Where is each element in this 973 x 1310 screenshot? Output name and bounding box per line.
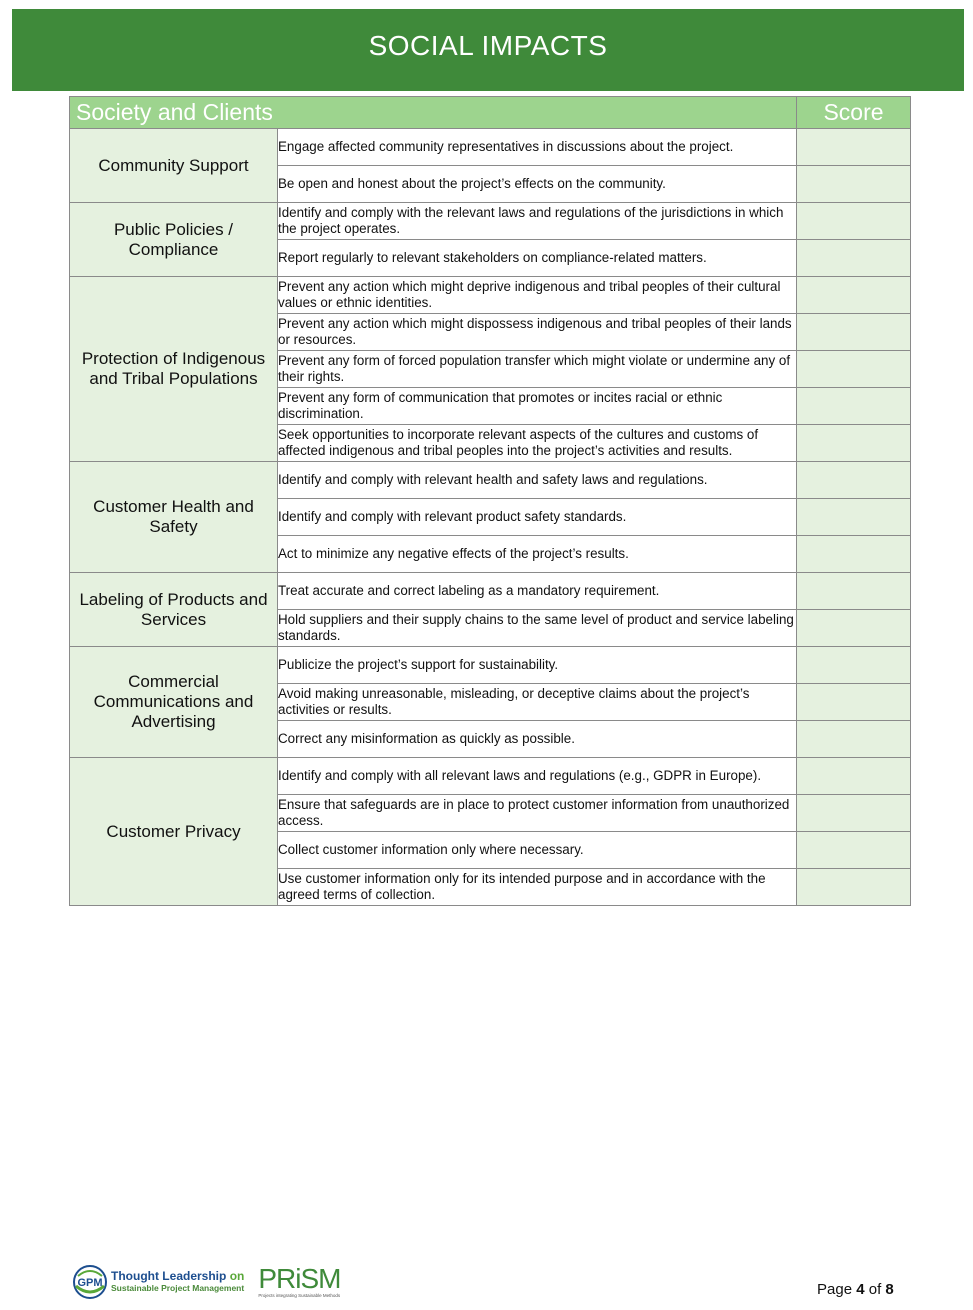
gpm-tagline-main: Thought Leadership	[111, 1269, 227, 1283]
footer-logos	[72, 1262, 340, 1302]
score-cell[interactable]	[797, 684, 911, 721]
prism-subtitle: Projects integrating Sustainable Methods	[258, 1293, 341, 1298]
criterion-text: Identify and comply with the relevant laws and regulations of the jurisdictions in which the project operates.	[278, 203, 797, 240]
score-cell[interactable]	[797, 795, 911, 832]
criterion-text: Identify and comply with relevant product safety standards.	[278, 499, 797, 536]
table-row	[70, 129, 911, 166]
table-row	[70, 277, 911, 314]
gpm-logo-text: GPM	[77, 1277, 103, 1289]
score-cell[interactable]	[797, 277, 911, 314]
score-cell[interactable]	[797, 869, 911, 906]
score-cell[interactable]	[797, 721, 911, 758]
score-cell[interactable]	[797, 314, 911, 351]
criterion-text: Prevent any action which might deprive indigenous and tribal peoples of their cultural values or ethnic identities.	[278, 277, 797, 314]
gpm-globe-logo	[72, 1264, 108, 1300]
score-cell[interactable]	[797, 758, 911, 795]
criterion-text: Report regularly to relevant stakeholders on compliance-related matters.	[278, 240, 797, 277]
criterion-text: Prevent any form of communication that promotes or incites racial or ethnic discrimination.	[278, 388, 797, 425]
category-label: Labeling of Products and Services	[70, 573, 278, 647]
page-of: of	[868, 1281, 882, 1298]
criterion-text: Ensure that safeguards are in place to protect customer information from unauthorized access.	[278, 795, 797, 832]
score-cell[interactable]	[797, 425, 911, 462]
criterion-text: Treat accurate and correct labeling as a mandatory requirement.	[278, 573, 797, 610]
score-cell[interactable]	[797, 462, 911, 499]
section-title: Society and Clients	[70, 97, 797, 129]
score-cell[interactable]	[797, 166, 911, 203]
table-row	[70, 203, 911, 240]
score-cell[interactable]	[797, 499, 911, 536]
criterion-text: Seek opportunities to incorporate relevant aspects of the cultures and customs of affected indigenous and tribal peoples into the project’s activities and results.	[278, 425, 797, 462]
gpm-tagline-on: on	[229, 1269, 245, 1283]
gpm-tagline-sub: Sustainable Project Management	[111, 1283, 245, 1293]
score-cell[interactable]	[797, 610, 911, 647]
criterion-text: Correct any misinformation as quickly as possible.	[278, 721, 797, 758]
score-cell[interactable]	[797, 647, 911, 684]
criterion-text: Prevent any form of forced population transfer which might violate or undermine any of their rights.	[278, 351, 797, 388]
category-label: Protection of Indigenous and Tribal Populations	[70, 277, 278, 462]
table-row	[70, 758, 911, 795]
table-row	[70, 647, 911, 684]
prism-logo	[258, 1265, 340, 1299]
criterion-text: Avoid making unreasonable, misleading, or deceptive claims about the project’s activities or results.	[278, 684, 797, 721]
page-number	[817, 1281, 894, 1298]
criterion-text: Use customer information only for its intended purpose and in accordance with the agreed terms of collection.	[278, 869, 797, 906]
criterion-text: Be open and honest about the project’s effects on the community.	[278, 166, 797, 203]
category-label: Customer Health and Safety	[70, 462, 278, 573]
table-body	[70, 129, 911, 906]
table-row	[70, 573, 911, 610]
criterion-text: Act to minimize any negative effects of the project’s results.	[278, 536, 797, 573]
category-label: Community Support	[70, 129, 278, 203]
criterion-text: Publicize the project’s support for sustainability.	[278, 647, 797, 684]
criterion-text: Engage affected community representatives in discussions about the project.	[278, 129, 797, 166]
score-cell[interactable]	[797, 573, 911, 610]
criterion-text: Identify and comply with all relevant laws and regulations (e.g., GDPR in Europe).	[278, 758, 797, 795]
score-cell[interactable]	[797, 536, 911, 573]
criterion-text: Hold suppliers and their supply chains to the same level of product and service labeling standards.	[278, 610, 797, 647]
social-impacts-table	[69, 96, 911, 906]
page-title: SOCIAL IMPACTS	[368, 30, 608, 61]
criterion-text: Identify and comply with relevant health and safety laws and regulations.	[278, 462, 797, 499]
category-label: Customer Privacy	[70, 758, 278, 906]
score-column-header: Score	[797, 97, 911, 129]
score-cell[interactable]	[797, 351, 911, 388]
prism-logo-text: PRiSM	[258, 1263, 341, 1294]
page-banner	[12, 9, 964, 91]
category-label: Public Policies / Compliance	[70, 203, 278, 277]
score-cell[interactable]	[797, 203, 911, 240]
page-label: Page	[817, 1281, 853, 1298]
criterion-text: Prevent any action which might dispossess indigenous and tribal peoples of their lands or resources.	[278, 314, 797, 351]
score-cell[interactable]	[797, 832, 911, 869]
score-cell[interactable]	[797, 129, 911, 166]
criterion-text: Collect customer information only where necessary.	[278, 832, 797, 869]
score-cell[interactable]	[797, 240, 911, 277]
page-current: 4	[856, 1281, 865, 1298]
score-cell[interactable]	[797, 388, 911, 425]
table-row	[70, 462, 911, 499]
category-label: Commercial Communications and Advertising	[70, 647, 278, 758]
gpm-tagline	[111, 1270, 244, 1294]
page-total: 8	[885, 1281, 894, 1298]
